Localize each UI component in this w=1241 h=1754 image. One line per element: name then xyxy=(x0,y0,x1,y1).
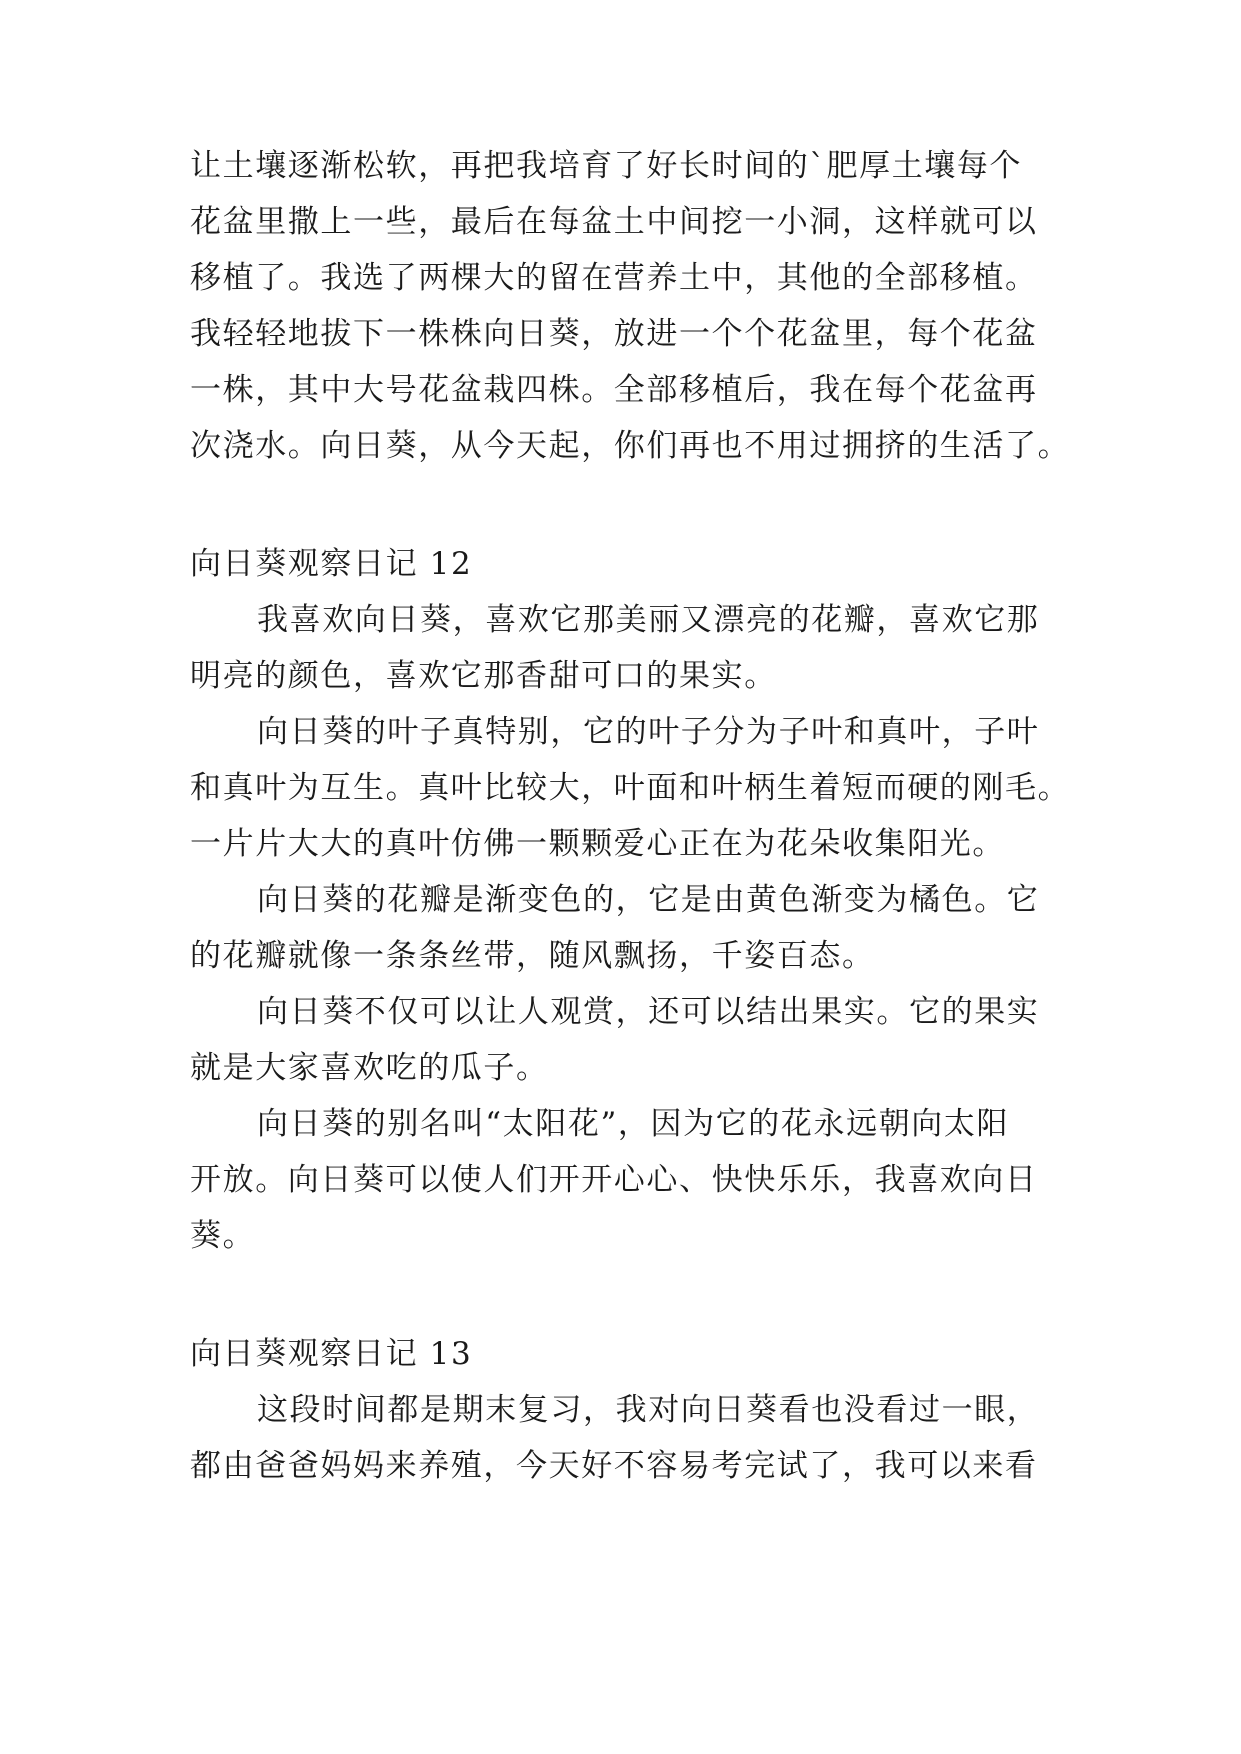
paragraph-line: 开放。向日葵可以使人们开开心心、快快乐乐，我喜欢向日 xyxy=(190,1162,1038,1198)
paragraph-line: 这段时间都是期末复习，我对向日葵看也没看过一眼， xyxy=(257,1392,1040,1428)
section-heading: 向日葵观察日记 12 xyxy=(190,546,473,582)
paragraph-line: 都由爸爸妈妈来养殖，今天好不容易考完试了，我可以来看 xyxy=(190,1448,1038,1484)
paragraph-line: 明亮的颜色，喜欢它那香甜可口的果实。 xyxy=(190,658,777,694)
paragraph-line: 向日葵的花瓣是渐变色的，它是由黄色渐变为橘色。它 xyxy=(257,882,1040,918)
paragraph-line: 我喜欢向日葵，喜欢它那美丽又漂亮的花瓣，喜欢它那 xyxy=(257,602,1040,638)
paragraph-line: 花盆里撒上一些，最后在每盆土中间挖一小洞，这样就可以 xyxy=(190,204,1038,240)
paragraph-line: 向日葵的别名叫“太阳花”，因为它的花永远朝向太阳 xyxy=(257,1106,1010,1142)
section-heading: 向日葵观察日记 13 xyxy=(190,1336,473,1372)
paragraph-line: 一株，其中大号花盆栽四株。全部移植后，我在每个花盆再 xyxy=(190,372,1038,408)
paragraph-line: 向日葵的叶子真特别，它的叶子分为子叶和真叶，子叶 xyxy=(257,714,1040,750)
paragraph-line: 我轻轻地拔下一株株向日葵，放进一个个花盆里，每个花盆 xyxy=(190,316,1038,352)
paragraph-line: 让土壤逐渐松软，再把我培育了好长时间的`肥厚土壤每个 xyxy=(190,148,1023,184)
paragraph-line: 向日葵不仅可以让人观赏，还可以结出果实。它的果实 xyxy=(257,994,1040,1030)
paragraph-line: 次浇水。向日葵，从今天起，你们再也不用过拥挤的生活了。 xyxy=(190,428,1071,464)
paragraph-line: 一片片大大的真叶仿佛一颗颗爱心正在为花朵收集阳光。 xyxy=(190,826,1005,862)
paragraph-line: 葵。 xyxy=(190,1218,256,1254)
paragraph-line: 移植了。我选了两棵大的留在营养土中，其他的全部移植。 xyxy=(190,260,1038,296)
paragraph-line: 就是大家喜欢吃的瓜子。 xyxy=(190,1050,549,1086)
paragraph-line: 的花瓣就像一条条丝带，随风飘扬，千姿百态。 xyxy=(190,938,875,974)
paragraph-line: 和真叶为互生。真叶比较大，叶面和叶柄生着短而硬的刚毛。 xyxy=(190,770,1071,806)
